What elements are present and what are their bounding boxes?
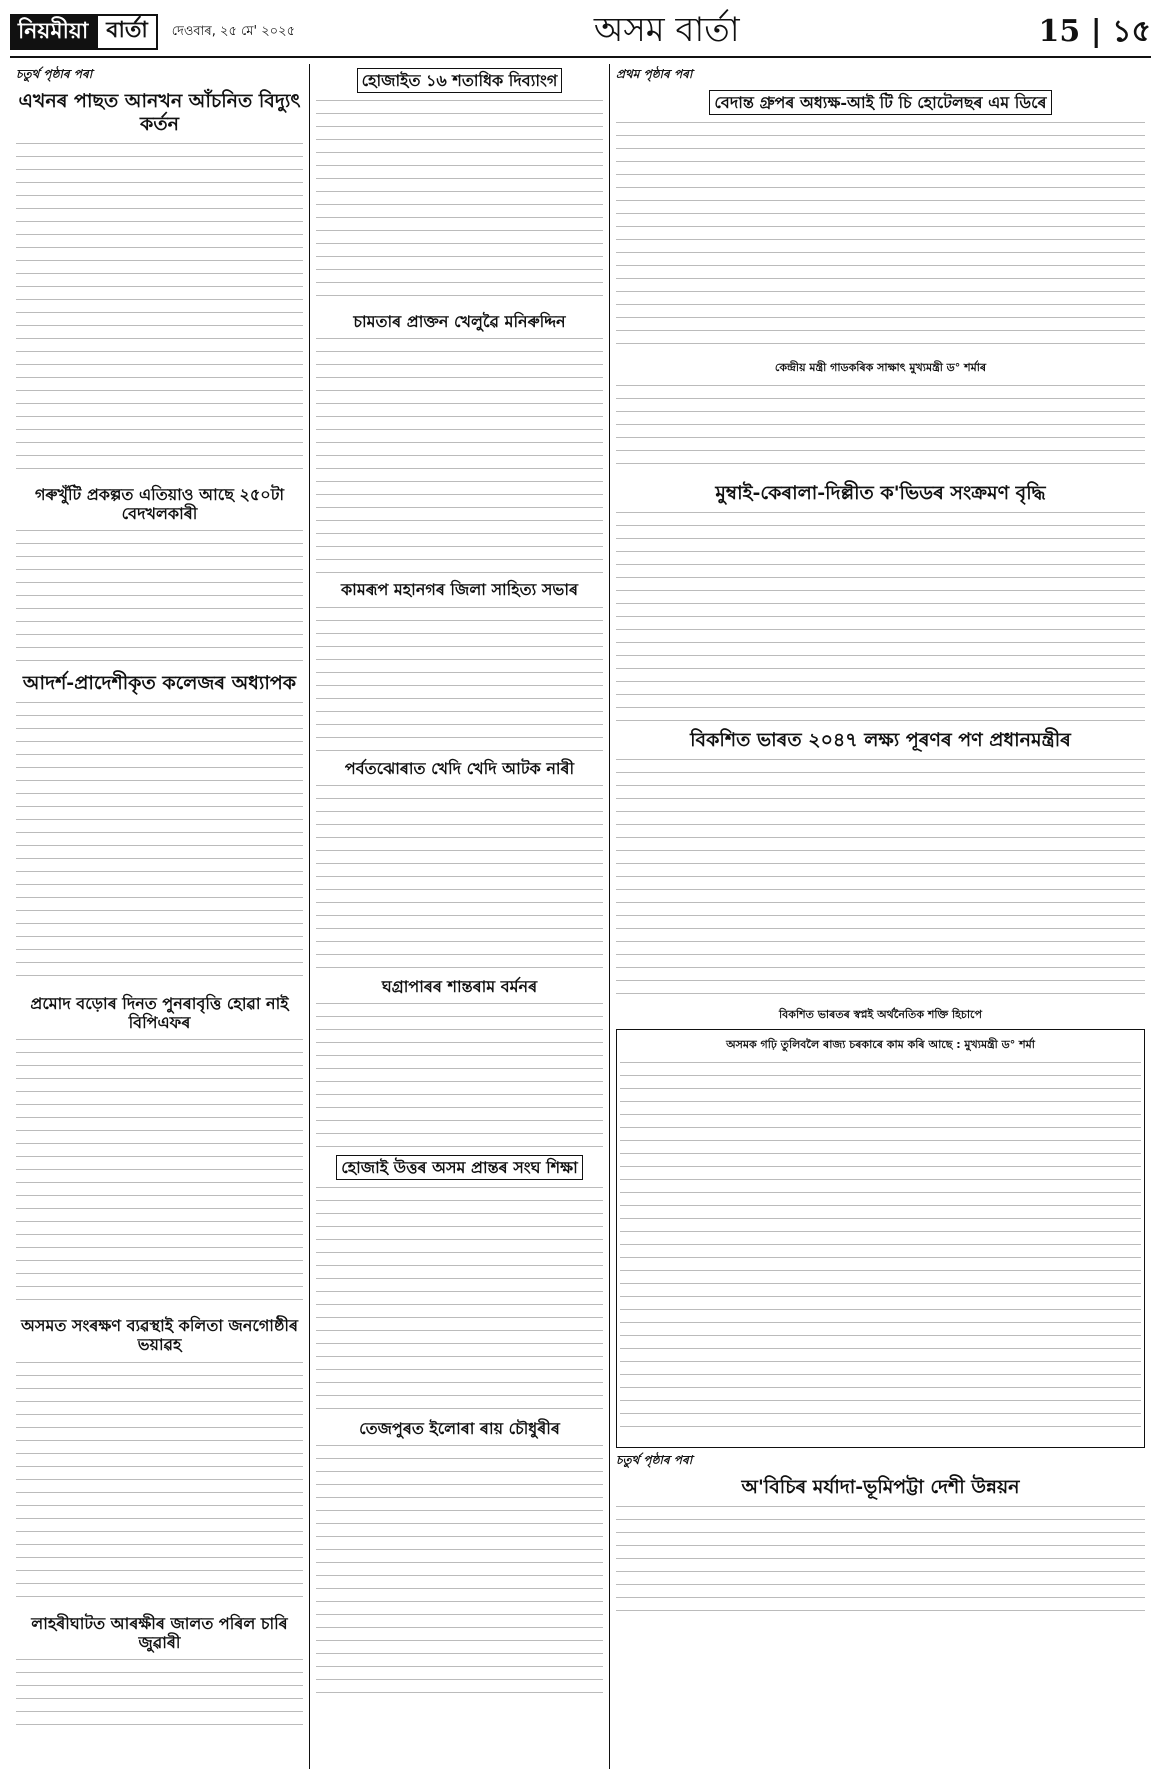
headline-tezpur: তেজপুৰত ইলোৰা ৰায় চৌধুৰীৰ <box>359 1419 560 1439</box>
logo-right: বাৰ্তা <box>96 14 158 50</box>
article-body <box>316 96 603 306</box>
article-body <box>316 603 603 753</box>
headline-encroachers: গৰুখুঁটি প্ৰকল্পত এতিয়াও আছে ২৫০টা বেদখলকাৰী <box>34 484 285 523</box>
headline-college-lecturer: আদৰ্শ-প্ৰাদেশীকৃত কলেজৰ অধ্যাপক <box>22 671 297 694</box>
article-body <box>616 755 1145 1000</box>
continued-label: প্ৰথম পৃষ্ঠাৰ পৰা <box>616 67 693 81</box>
article-body <box>620 1058 1141 1438</box>
boxed-article <box>616 1029 1145 1448</box>
headline-hojai-divyang: হোজাইত ১৬ শতাধিক দিব্যাংগ <box>316 68 603 93</box>
column-3 <box>610 64 1151 1769</box>
page-number: 15 | ১৫ <box>1038 13 1151 49</box>
article-body <box>616 381 1145 476</box>
headline-sangh-shiksha: হোজাই উত্তৰ অসম প্ৰান্তৰ সংঘ শিক্ষা <box>316 1155 603 1180</box>
headline-former-player: চামতাৰ প্ৰাক্তন খেলুৱৈ মনিৰুদ্দিন <box>353 312 566 332</box>
masthead <box>10 8 1151 58</box>
subheadline-gadkari: কেন্দ্ৰীয় মন্ত্ৰী গাডকৰিক সাক্ষাৎ মুখ্যমন্ত্ৰী ড° শৰ্মাৰ <box>774 361 987 375</box>
article-body <box>16 1655 303 1735</box>
logo <box>10 14 158 50</box>
headline-sahitya-sabha: কামৰূপ মহানগৰ জিলা সাহিত্য সভাৰ <box>340 580 579 600</box>
headline-power-cut: এখনৰ পাছত আনখন আঁচনিত বিদ্যুৎ কৰ্তন <box>18 90 301 135</box>
subheadline-economic: বিকশিত ভাৰতৰ স্বপ্নই অৰ্থনৈতিক শক্তি হিচাপে <box>779 1007 982 1021</box>
headline-shantaram: ঘগ্ৰাপাৰৰ শান্তৰাম বৰ্মনৰ <box>381 976 538 996</box>
article-body <box>616 508 1145 723</box>
article-body <box>16 698 303 988</box>
headline-land-patta: অ'বিচিৰ মৰ্যাদা-ভূমিপট্টা দেশী উন্নয়ন <box>741 1475 1020 1498</box>
article-body <box>16 1035 303 1310</box>
logo-left: নিয়মীয়া <box>10 14 96 50</box>
headline-viksit-bharat: বিকশিত ভাৰত ২০৪৭ লক্ষ্য পূৰণৰ পণ প্ৰধানমন্ত্ৰীৰ <box>690 728 1071 751</box>
article-body <box>616 1502 1145 1612</box>
article-body <box>316 781 603 971</box>
subheadline-cm: অসমক গঢ়ি তুলিবলৈ ৰাজ্য চৰকাৰে কাম কৰি আছে : মুখ্যমন্ত্ৰী ড° শৰ্মা <box>726 1037 1035 1051</box>
article-body <box>16 139 303 479</box>
headline-covid: মুম্বাই-কেৰালা-দিল্লীত ক'ভিডৰ সংক্ৰমণ বৃদ্ধি <box>715 482 1046 505</box>
article-body <box>316 1441 603 1701</box>
headline-bpf: প্ৰমোদ বড়োৰ দিনত পুনৰাবৃত্তি হোৱা নাই বিপিএফৰ <box>30 993 289 1032</box>
section-title: অসম বাৰ্তা <box>593 9 740 50</box>
headline-gamblers: লাহৰীঘাটত আৰক্ষীৰ জালত পৰিল চাৰি জুৱাৰী <box>31 1613 288 1652</box>
continued-label-2: চতুৰ্থ পৃষ্ঠাৰ পৰা <box>616 1452 693 1467</box>
issue-date: দেওবাৰ, ২৫ মে' ২০২৫ <box>171 23 296 39</box>
headline-woman-arrested: পৰ্বতঝোৰাত খেদি খেদি আটক নাৰী <box>344 758 575 778</box>
article-body <box>16 526 303 666</box>
article-body <box>316 1183 603 1413</box>
continued-label: চতুৰ্থ পৃষ্ঠাৰ পৰা <box>16 67 93 81</box>
article-body <box>316 999 603 1149</box>
headline-vedanta: বেদান্ত গ্ৰুপৰ অধ্যক্ষ-আই টি চি হোটেলছৰ এম ডিৰে <box>616 90 1145 115</box>
article-body <box>616 118 1145 353</box>
headline-kalita-community: অসমত সংৰক্ষণ ব্যৱস্থাই কলিতা জনগোষ্ঠীৰ ভয়াৱহ <box>21 1316 298 1355</box>
column-2 <box>310 64 610 1769</box>
article-body <box>316 334 603 574</box>
column-1 <box>10 64 310 1769</box>
article-body <box>16 1358 303 1608</box>
